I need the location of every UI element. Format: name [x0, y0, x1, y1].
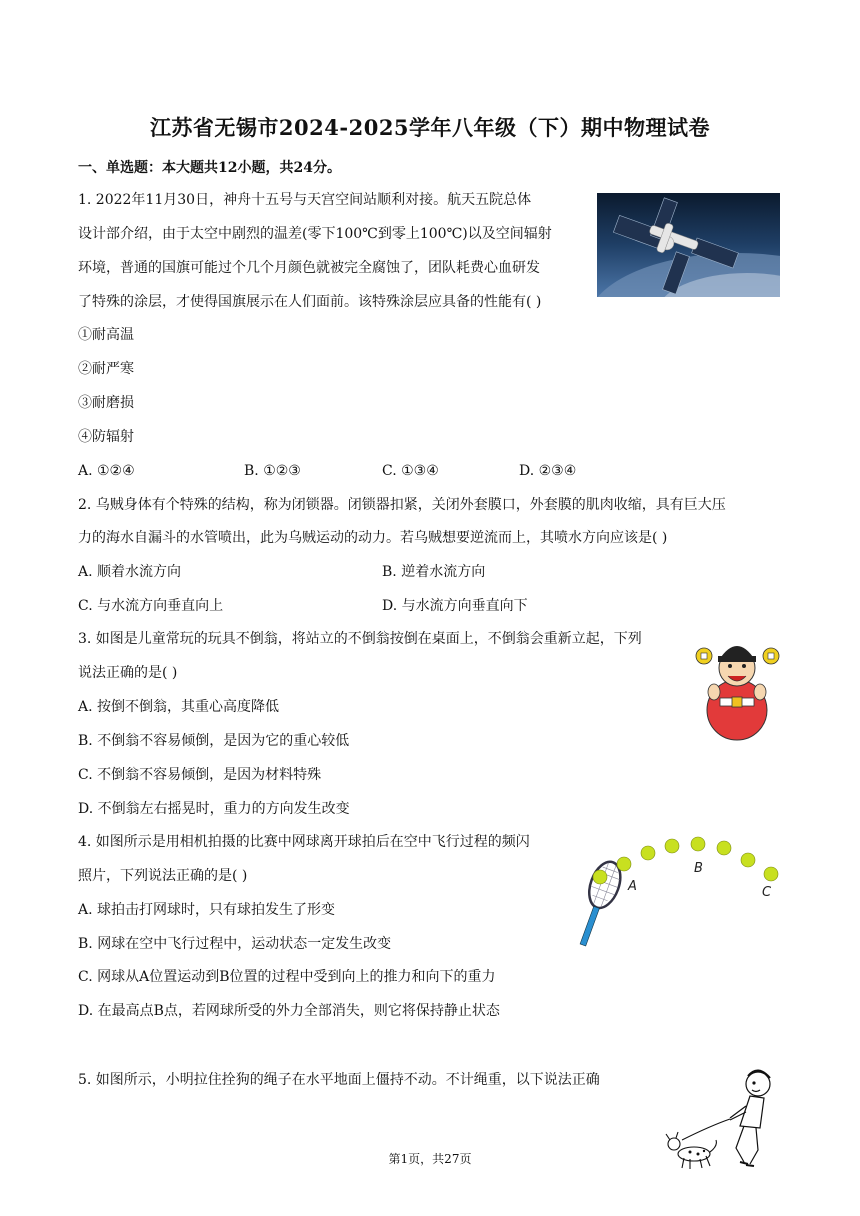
q2-option-b: B. 逆着水流方向 — [382, 564, 486, 580]
q3-option-b: B. 不倒翁不容易倾倒，是因为它的重心较低 — [78, 733, 350, 749]
page-footer: 第1页，共27页 — [388, 1152, 472, 1166]
q1-item: ④防辐射 — [78, 429, 134, 445]
q1-option-a: A. ①②④ — [78, 463, 135, 479]
q3-line: 说法正确的是( ) — [78, 665, 178, 681]
q1-line: 设计部介绍，由于太空中剧烈的温差(零下100℃到零上100℃)以及空间辐射 — [78, 226, 552, 242]
q1-option-d: D. ②③④ — [519, 463, 577, 479]
section-heading: 一、单选题：本大题共12小题，共24分。 — [78, 160, 341, 176]
exam-title: 江苏省无锡市2024-2025学年八年级（下）期中物理试卷 — [149, 115, 711, 140]
q4-line: 照片，下列说法正确的是( ) — [78, 868, 248, 884]
point-b-label: B — [694, 861, 703, 876]
q4-option-d: D. 在最高点B点，若网球所受的外力全部消失，则它将保持静止状态 — [78, 1003, 500, 1019]
point-a-label: A — [628, 879, 637, 894]
q1-item: ②耐严寒 — [78, 361, 134, 377]
q2-line: 力的海水自漏斗的水管喷出，此为乌贼运动的动力。若乌贼想要逆流而上，其喷水方向应该是( ) — [78, 530, 668, 546]
space-station-image — [597, 193, 780, 297]
tennis-ball-trajectory-image — [576, 834, 784, 958]
q3-option-c: C. 不倒翁不容易倾倒，是因为材料特殊 — [78, 767, 322, 783]
q2-option-d: D. 与水流方向垂直向下 — [382, 598, 528, 614]
q5-line: 5. 如图所示，小明拉住拴狗的绳子在水平地面上僵持不动。不计绳重，以下说法正确 — [78, 1072, 600, 1088]
point-c-label: C — [762, 885, 772, 900]
q1-option-c: C. ①③④ — [382, 463, 439, 479]
q2-line: 2. 乌贼身体有个特殊的结构，称为闭锁器。闭锁器扣紧，关闭外套膜口，外套膜的肌肉收缩，具有巨大压 — [78, 497, 726, 513]
q1-line: 环境，普通的国旗可能过个几个月颜色就被完全腐蚀了，团队耗费心血研发 — [78, 260, 540, 276]
q3-option-d: D. 不倒翁左右摇晃时，重力的方向发生改变 — [78, 801, 350, 817]
q3-line: 3. 如图是儿童常玩的玩具不倒翁，将站立的不倒翁按倒在桌面上，不倒翁会重新立起，下列 — [78, 631, 642, 647]
q1-item: ①耐高温 — [78, 327, 134, 343]
q2-option-c: C. 与水流方向垂直向上 — [78, 598, 224, 614]
q4-line: 4. 如图所示是用相机拍摄的比赛中网球离开球拍后在空中飞行过程的频闪 — [78, 834, 530, 850]
q4-option-a: A. 球拍击打网球时，只有球拍发生了形变 — [78, 902, 336, 918]
q4-option-c: C. 网球从A位置运动到B位置的过程中受到向上的推力和向下的重力 — [78, 969, 496, 985]
q1-line: 1. 2022年11月30日，神舟十五号与天宫空间站顺利对接。航天五院总体 — [78, 192, 532, 208]
q1-item: ③耐磨损 — [78, 395, 134, 411]
q2-option-a: A. 顺着水流方向 — [78, 564, 182, 580]
tumbler-toy-image — [694, 630, 782, 742]
q1-option-b: B. ①②③ — [244, 463, 301, 479]
q3-option-a: A. 按倒不倒翁，其重心高度降低 — [78, 699, 280, 715]
q1-line: 了特殊的涂层，才使得国旗展示在人们面前。该特殊涂层应具备的性能有( ) — [78, 294, 542, 310]
q4-option-b: B. 网球在空中飞行过程中，运动状态一定发生改变 — [78, 936, 392, 952]
